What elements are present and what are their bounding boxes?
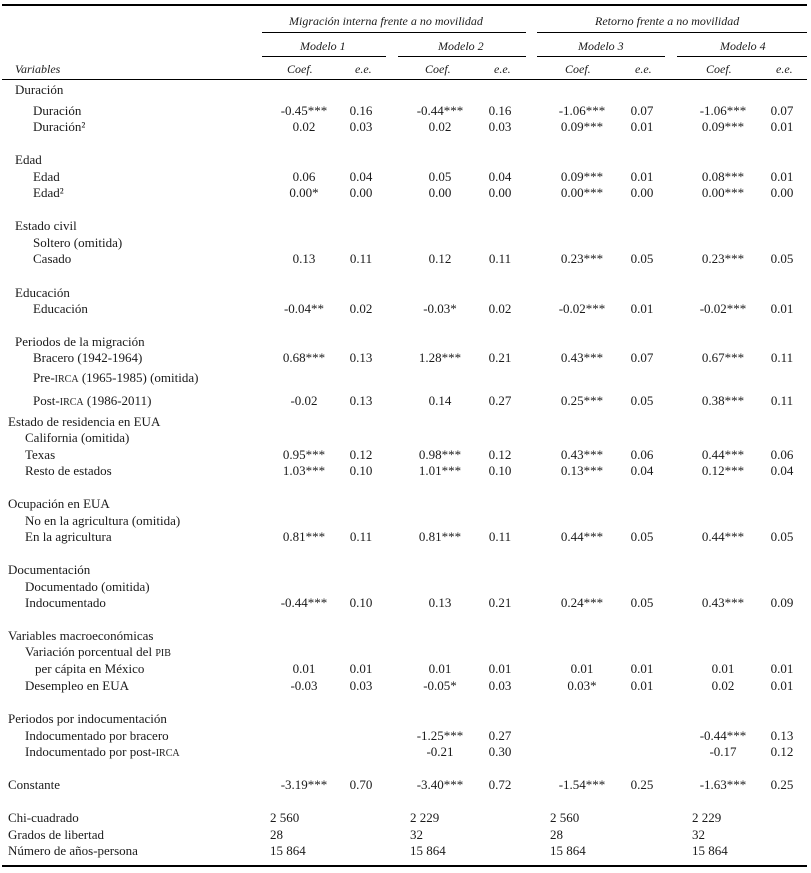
variable-label: California (omitida): [25, 430, 130, 445]
standard-error-cell: 0.04: [349, 169, 373, 184]
standard-error-cell: 0.11: [770, 393, 794, 408]
coefficient-cell: 0.14: [428, 393, 452, 408]
standard-error-cell: 0.02: [488, 301, 512, 316]
coefficient-cell: 0.13***: [560, 463, 604, 478]
coefficient-cell: 0.01: [292, 661, 316, 676]
variable-label: Desempleo en EUA: [25, 678, 129, 693]
standard-error-cell: 0.13: [349, 350, 373, 365]
statistic-value: 32: [410, 827, 423, 842]
group2-rule: [537, 32, 807, 33]
variable-label: Bracero (1942-1964): [33, 350, 143, 365]
coefficient-cell: 0.12: [428, 251, 452, 266]
coefficient-cell: 0.81***: [282, 529, 326, 544]
standard-error-cell: 0.01: [770, 678, 794, 693]
top-rule: [2, 4, 807, 6]
standard-error-cell: 0.03: [488, 678, 512, 693]
standard-error-cell: 0.01: [770, 661, 794, 676]
standard-error-cell: 0.05: [630, 529, 654, 544]
coefficient-cell: 0.13: [292, 251, 316, 266]
coefficient-cell: -0.02***: [558, 301, 606, 316]
standard-error-cell: 0.10: [488, 463, 512, 478]
coefficient-cell: 0.02: [428, 119, 452, 134]
variable-label: Indocumentado por bracero: [25, 728, 169, 743]
coefficient-cell: -3.40***: [416, 777, 464, 792]
coefficient-cell: 0.00*: [289, 185, 319, 200]
variable-label: Educación: [33, 301, 88, 316]
variable-label: Soltero (omitida): [33, 235, 123, 250]
standard-error-cell: 0.06: [770, 447, 794, 462]
standard-error-cell: 0.04: [488, 169, 512, 184]
variable-label: Post-IRCA (1986-2011): [33, 393, 152, 408]
variable-label: Casado: [33, 251, 72, 266]
statistic-value: 15 864: [692, 843, 728, 858]
standard-error-cell: 0.21: [488, 350, 512, 365]
variable-label: No en la agricultura (omitida): [25, 513, 181, 528]
standard-error-cell: 0.25: [630, 777, 654, 792]
standard-error-cell: 0.11: [349, 529, 373, 544]
se-header-model-3: e.e.: [635, 62, 652, 76]
group-header-internal-migration: Migración interna frente a no movilidad: [289, 14, 483, 28]
coefficient-cell: -1.63***: [699, 777, 747, 792]
standard-error-cell: 0.70: [349, 777, 373, 792]
standard-error-cell: 0.07: [630, 350, 654, 365]
coef-header-model-3: Coef.: [565, 62, 591, 76]
section-label: Periodos por indocumentación: [8, 711, 167, 726]
standard-error-cell: 0.12: [488, 447, 512, 462]
standard-error-cell: 0.05: [630, 393, 654, 408]
statistic-label: Chi-cuadrado: [8, 810, 79, 825]
standard-error-cell: 0.11: [488, 529, 512, 544]
coefficient-cell: 0.95***: [282, 447, 326, 462]
model1-rule: [262, 56, 386, 57]
model3-rule: [537, 56, 665, 57]
standard-error-cell: 0.12: [349, 447, 373, 462]
coefficient-cell: -0.02: [290, 393, 318, 408]
model-4-header: Modelo 4: [720, 39, 766, 53]
group1-rule: [262, 32, 526, 33]
standard-error-cell: 0.10: [349, 595, 373, 610]
standard-error-cell: 0.13: [349, 393, 373, 408]
standard-error-cell: 0.05: [630, 595, 654, 610]
standard-error-cell: 0.30: [488, 744, 512, 759]
variable-label: Edad²: [33, 185, 64, 200]
statistic-value: 32: [692, 827, 705, 842]
standard-error-cell: 0.05: [770, 251, 794, 266]
standard-error-cell: 0.03: [488, 119, 512, 134]
coefficient-cell: -0.45***: [280, 103, 328, 118]
standard-error-cell: 0.21: [488, 595, 512, 610]
coefficient-cell: 0.25***: [560, 393, 604, 408]
section-label: Variables macroeconómicas: [8, 628, 154, 643]
coefficient-cell: 0.68***: [282, 350, 326, 365]
coefficient-cell: -1.06***: [558, 103, 606, 118]
standard-error-cell: 0.02: [349, 301, 373, 316]
statistic-value: 2 229: [692, 810, 722, 825]
coefficient-cell: 0.01: [711, 661, 735, 676]
standard-error-cell: 0.00: [349, 185, 373, 200]
model4-rule: [677, 56, 807, 57]
standard-error-cell: 0.27: [488, 728, 512, 743]
section-label: Estado civil: [15, 218, 77, 233]
section-label: Edad: [15, 152, 42, 167]
coefficient-cell: 0.09***: [560, 169, 604, 184]
variable-label: Documentado (omitida): [25, 579, 150, 594]
statistic-value: 28: [550, 827, 563, 842]
coefficient-cell: 0.12***: [701, 463, 745, 478]
standard-error-cell: 0.05: [770, 529, 794, 544]
standard-error-cell: 0.01: [630, 661, 654, 676]
variable-label: Indocumentado: [25, 595, 106, 610]
standard-error-cell: 0.12: [770, 744, 794, 759]
section-label: Periodos de la migración: [15, 334, 145, 349]
coefficient-cell: 0.00***: [560, 185, 604, 200]
coefficient-cell: -0.03*: [423, 301, 457, 316]
coefficient-cell: 0.43***: [560, 350, 604, 365]
standard-error-cell: 0.06: [630, 447, 654, 462]
standard-error-cell: 0.16: [349, 103, 373, 118]
coef-header-model-4: Coef.: [706, 62, 732, 76]
section-label: Estado de residencia en EUA: [8, 414, 161, 429]
coefficient-cell: 0.43***: [560, 447, 604, 462]
coefficient-cell: 0.43***: [701, 595, 745, 610]
statistic-value: 15 864: [410, 843, 446, 858]
coef-header-model-1: Coef.: [287, 62, 313, 76]
standard-error-cell: 0.09: [770, 595, 794, 610]
coefficient-cell: -1.25***: [416, 728, 464, 743]
coefficient-cell: 1.28***: [418, 350, 462, 365]
se-header-model-4: e.e.: [776, 62, 793, 76]
coefficient-cell: 0.44***: [560, 529, 604, 544]
standard-error-cell: 0.25: [770, 777, 794, 792]
standard-error-cell: 0.03: [349, 119, 373, 134]
standard-error-cell: 0.07: [770, 103, 794, 118]
coefficient-cell: 0.00: [428, 185, 452, 200]
standard-error-cell: 0.01: [630, 301, 654, 316]
variable-label: Pre-IRCA (1965-1985) (omitida): [33, 370, 199, 385]
section-label: Ocupación en EUA: [8, 496, 110, 511]
model-2-header: Modelo 2: [438, 39, 484, 53]
se-header-model-1: e.e.: [355, 62, 372, 76]
variable-label: Variación porcentual del PIB: [25, 644, 171, 659]
standard-error-cell: 0.27: [488, 393, 512, 408]
coefficient-cell: 1.01***: [418, 463, 462, 478]
statistic-value: 2 560: [550, 810, 580, 825]
section-label: Duración: [15, 82, 64, 97]
standard-error-cell: 0.10: [349, 463, 373, 478]
standard-error-cell: 0.01: [630, 678, 654, 693]
coefficient-cell: 0.81***: [418, 529, 462, 544]
variable-label: Edad: [33, 169, 60, 184]
coefficient-cell: 0.05: [428, 169, 452, 184]
model-1-header: Modelo 1: [300, 39, 346, 53]
coefficient-cell: 0.23***: [701, 251, 745, 266]
coefficient-cell: 0.02: [292, 119, 316, 134]
coefficient-cell: 0.44***: [701, 529, 745, 544]
coefficient-cell: 1.03***: [282, 463, 326, 478]
standard-error-cell: 0.11: [349, 251, 373, 266]
coefficient-cell: 0.09***: [701, 119, 745, 134]
coefficient-cell: 0.01: [570, 661, 594, 676]
standard-error-cell: 0.01: [630, 169, 654, 184]
coefficient-cell: -0.44***: [699, 728, 747, 743]
variables-column-header: Variables: [15, 62, 61, 76]
coefficient-cell: 0.38***: [701, 393, 745, 408]
coefficient-cell: -0.17: [709, 744, 737, 759]
standard-error-cell: 0.00: [770, 185, 794, 200]
statistic-value: 2 229: [410, 810, 440, 825]
standard-error-cell: 0.11: [770, 350, 794, 365]
statistic-value: 2 560: [270, 810, 300, 825]
statistic-label: Grados de libertad: [8, 827, 105, 842]
variable-label: Indocumentado por post-IRCA: [25, 744, 180, 759]
coefficient-cell: 0.08***: [701, 169, 745, 184]
standard-error-cell: 0.01: [770, 169, 794, 184]
standard-error-cell: 0.04: [770, 463, 794, 478]
coefficient-cell: 0.00***: [701, 185, 745, 200]
standard-error-cell: 0.16: [488, 103, 512, 118]
model-3-header: Modelo 3: [578, 39, 624, 53]
coefficient-cell: 0.44***: [701, 447, 745, 462]
coefficient-cell: -0.03: [290, 678, 318, 693]
standard-error-cell: 0.01: [488, 661, 512, 676]
section-label: Documentación: [8, 562, 91, 577]
model2-rule: [398, 56, 526, 57]
coefficient-cell: -0.21: [426, 744, 454, 759]
statistic-label: Número de años-persona: [8, 843, 138, 858]
se-header-model-2: e.e.: [494, 62, 511, 76]
header-rule: [2, 79, 807, 80]
variable-label: Resto de estados: [25, 463, 112, 478]
coefficient-cell: 0.01: [428, 661, 452, 676]
standard-error-cell: 0.03: [349, 678, 373, 693]
statistic-value: 15 864: [550, 843, 586, 858]
variable-label: Duración: [33, 103, 82, 118]
coefficient-cell: 0.98***: [418, 447, 462, 462]
standard-error-cell: 0.00: [630, 185, 654, 200]
coefficient-cell: 0.24***: [560, 595, 604, 610]
coef-header-model-2: Coef.: [425, 62, 451, 76]
coefficient-cell: -0.05*: [423, 678, 457, 693]
variable-label: per cápita en México: [35, 661, 145, 676]
standard-error-cell: 0.04: [630, 463, 654, 478]
standard-error-cell: 0.01: [630, 119, 654, 134]
standard-error-cell: 0.01: [770, 119, 794, 134]
standard-error-cell: 0.13: [770, 728, 794, 743]
coefficient-cell: 0.23***: [560, 251, 604, 266]
coefficient-cell: -0.44***: [280, 595, 328, 610]
standard-error-cell: 0.05: [630, 251, 654, 266]
coefficient-cell: 0.06: [292, 169, 316, 184]
coefficient-cell: 0.13: [428, 595, 452, 610]
coefficient-cell: 0.67***: [701, 350, 745, 365]
coefficient-cell: -0.44***: [416, 103, 464, 118]
statistic-value: 15 864: [270, 843, 306, 858]
standard-error-cell: 0.00: [488, 185, 512, 200]
coefficient-cell: -0.02***: [699, 301, 747, 316]
coefficient-cell: 0.02: [711, 678, 735, 693]
variable-label: En la agricultura: [25, 529, 112, 544]
coefficient-cell: -0.04**: [283, 301, 325, 316]
coefficient-cell: 0.03*: [567, 678, 597, 693]
standard-error-cell: 0.72: [488, 777, 512, 792]
variable-label: Duración²: [33, 119, 86, 134]
section-label: Constante: [8, 777, 60, 792]
section-label: Educación: [15, 285, 70, 300]
standard-error-cell: 0.01: [349, 661, 373, 676]
statistic-value: 28: [270, 827, 283, 842]
bottom-rule: [2, 865, 807, 867]
coefficient-cell: 0.09***: [560, 119, 604, 134]
group-header-return: Retorno frente a no movilidad: [595, 14, 740, 28]
standard-error-cell: 0.01: [770, 301, 794, 316]
coefficient-cell: -1.06***: [699, 103, 747, 118]
standard-error-cell: 0.07: [630, 103, 654, 118]
coefficient-cell: -3.19***: [280, 777, 328, 792]
variable-label: Texas: [25, 447, 56, 462]
standard-error-cell: 0.11: [488, 251, 512, 266]
coefficient-cell: -1.54***: [558, 777, 606, 792]
